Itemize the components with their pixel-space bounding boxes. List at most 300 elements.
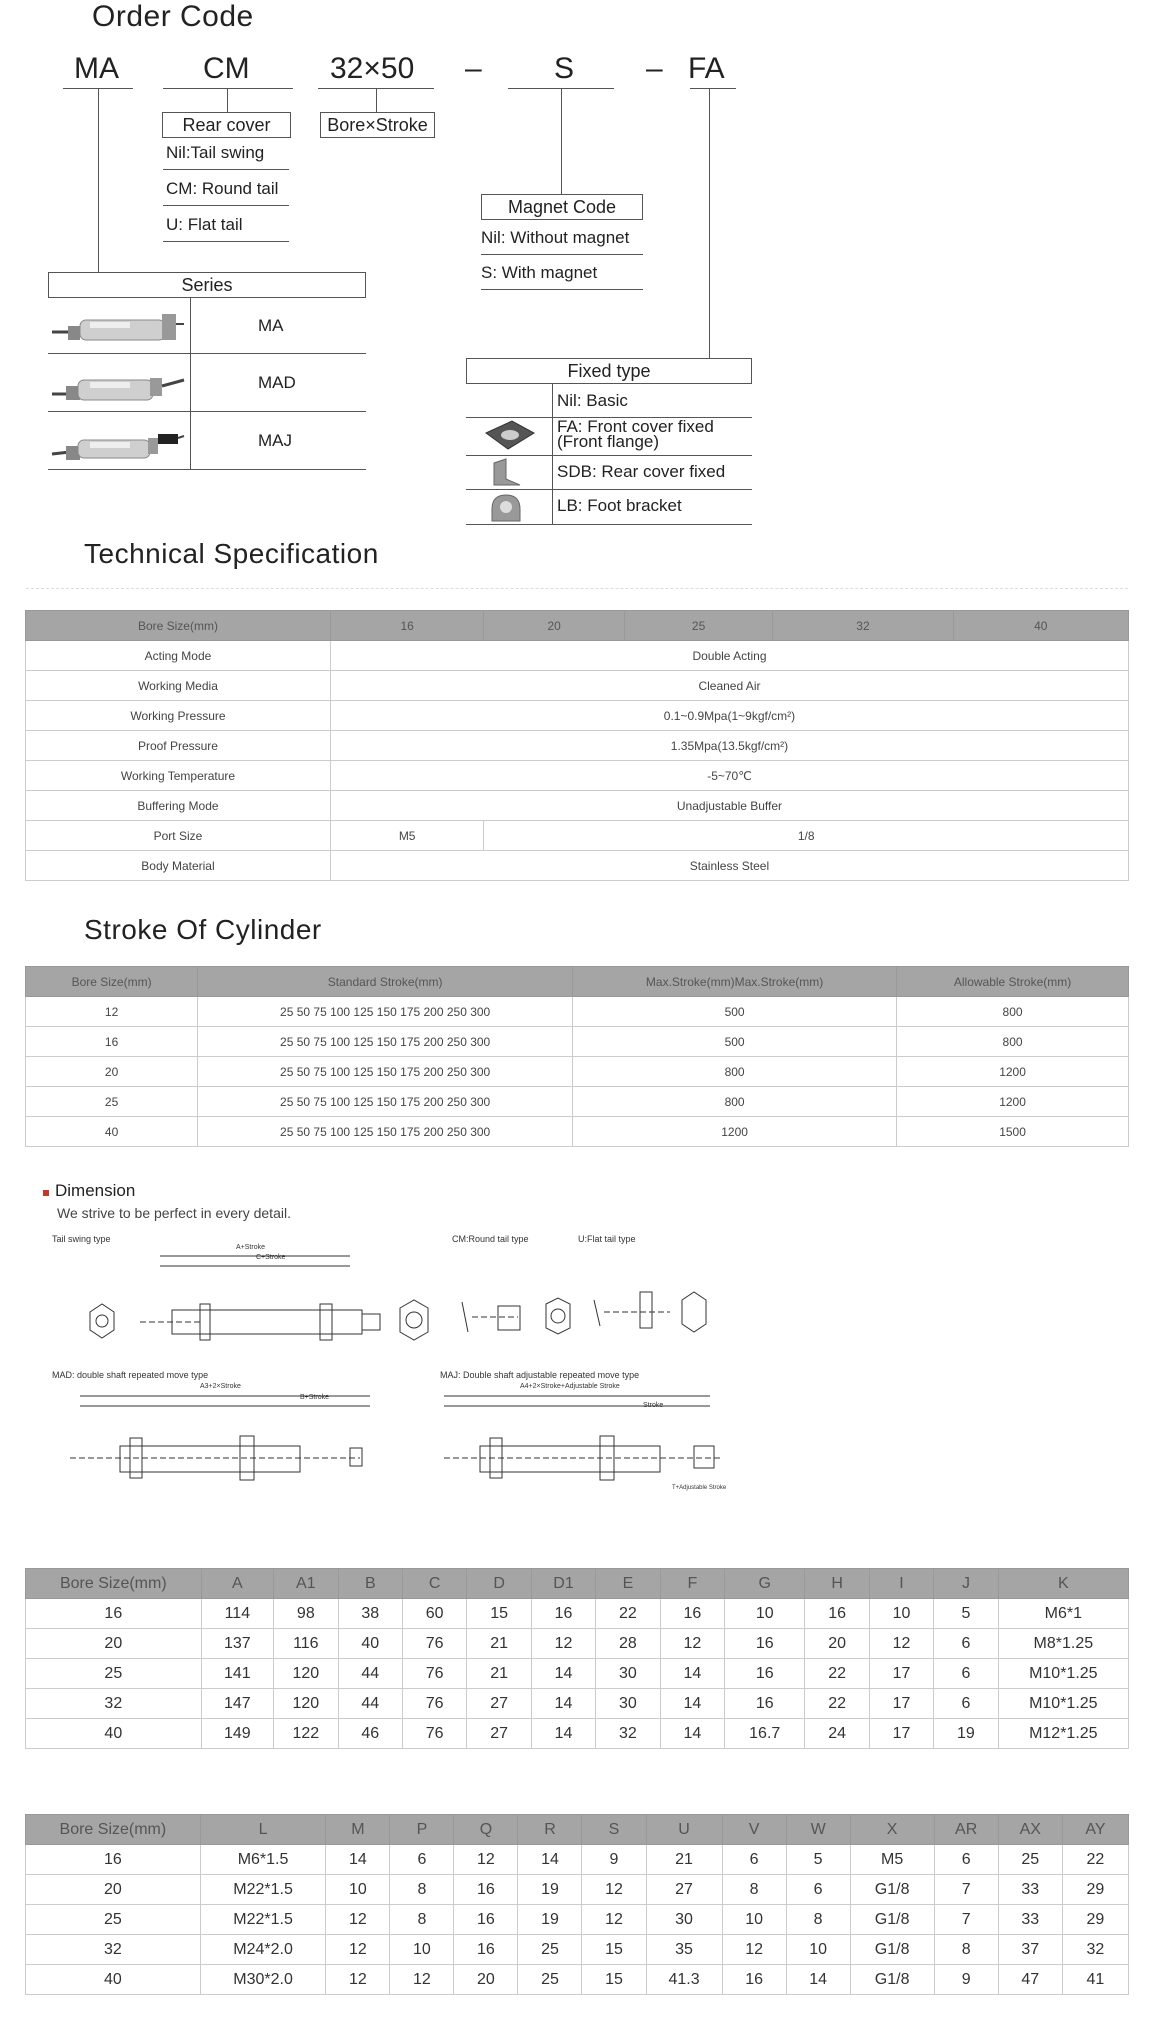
header-cell: D bbox=[467, 1569, 531, 1599]
cell: 8 bbox=[722, 1875, 786, 1905]
cell: 8 bbox=[390, 1875, 454, 1905]
caption-flat-tail: U:Flat tail type bbox=[578, 1234, 636, 1244]
header-cell: C bbox=[402, 1569, 466, 1599]
cell: 14 bbox=[660, 1659, 724, 1689]
cell: 32 bbox=[596, 1719, 660, 1749]
cell: 30 bbox=[646, 1905, 722, 1935]
rear-cover-item: U: Flat tail bbox=[166, 215, 243, 234]
cell: 12 bbox=[869, 1629, 933, 1659]
cell: 32 bbox=[26, 1689, 202, 1719]
header-cell: D1 bbox=[531, 1569, 595, 1599]
cell: 8 bbox=[786, 1905, 850, 1935]
cell: 16 bbox=[454, 1875, 518, 1905]
cell: 16 bbox=[660, 1599, 724, 1629]
cell: 5 bbox=[934, 1599, 998, 1629]
cell: 27 bbox=[467, 1719, 531, 1749]
cell: 10 bbox=[725, 1599, 805, 1629]
header-cell: 16 bbox=[330, 611, 483, 641]
fixed-item-fa-sub: (Front flange) bbox=[557, 432, 660, 451]
row-label: Proof Pressure bbox=[26, 731, 331, 761]
header-cell: Q bbox=[454, 1815, 518, 1845]
cell: 12 bbox=[582, 1875, 646, 1905]
cell: 25 50 75 100 125 150 175 200 250 300 bbox=[198, 1027, 573, 1057]
cell: 15 bbox=[582, 1965, 646, 1995]
cell: 1500 bbox=[897, 1117, 1129, 1147]
header-cell: AR bbox=[934, 1815, 998, 1845]
cell: 14 bbox=[518, 1845, 582, 1875]
cell: 149 bbox=[201, 1719, 273, 1749]
cell: 22 bbox=[1062, 1845, 1128, 1875]
cell: 22 bbox=[596, 1599, 660, 1629]
row-label: Buffering Mode bbox=[26, 791, 331, 821]
cell: 800 bbox=[573, 1087, 897, 1117]
series-item-ma: MA bbox=[258, 316, 284, 335]
header-cell: 40 bbox=[953, 611, 1128, 641]
cell: 20 bbox=[26, 1057, 198, 1087]
code-series: MA bbox=[74, 52, 119, 85]
fixed-item-lb: LB: Foot bracket bbox=[557, 496, 682, 515]
cell: 20 bbox=[454, 1965, 518, 1995]
label-a4-stroke: A4+2×Stroke+Adjustable Stroke bbox=[520, 1383, 620, 1390]
header-cell: Standard Stroke(mm) bbox=[198, 967, 573, 997]
table-header-row bbox=[26, 611, 1129, 641]
cell: 19 bbox=[518, 1905, 582, 1935]
cell: 6 bbox=[786, 1875, 850, 1905]
cell: 37 bbox=[998, 1935, 1062, 1965]
cell: 6 bbox=[390, 1845, 454, 1875]
cell: 44 bbox=[338, 1659, 402, 1689]
cell: 14 bbox=[531, 1719, 595, 1749]
code-bore: 32×50 bbox=[330, 52, 415, 85]
cell: 14 bbox=[326, 1845, 390, 1875]
cell: 20 bbox=[26, 1629, 202, 1659]
header-cell: Allowable Stroke(mm) bbox=[897, 967, 1129, 997]
cell: 500 bbox=[573, 1027, 897, 1057]
cell: 21 bbox=[467, 1629, 531, 1659]
cell: 76 bbox=[402, 1719, 466, 1749]
magnet-item: Nil: Without magnet bbox=[481, 228, 630, 247]
header-cell: J bbox=[934, 1569, 998, 1599]
header-cell: 25 bbox=[624, 611, 772, 641]
header-cell: K bbox=[998, 1569, 1128, 1599]
row-value: Stainless Steel bbox=[330, 851, 1128, 881]
cell: 21 bbox=[467, 1659, 531, 1689]
dimension-title: Dimension bbox=[55, 1181, 136, 1200]
label-a3-stroke: A3+2×Stroke bbox=[200, 1383, 241, 1390]
header-cell: Max.Stroke(mm)Max.Stroke(mm) bbox=[573, 967, 897, 997]
cell: 12 bbox=[326, 1905, 390, 1935]
cell: G1/8 bbox=[850, 1875, 934, 1905]
cell: 25 bbox=[26, 1087, 198, 1117]
cell: 17 bbox=[869, 1719, 933, 1749]
cell: M12*1.25 bbox=[998, 1719, 1128, 1749]
fixed-type-box: Fixed type bbox=[466, 358, 752, 384]
cell: 76 bbox=[402, 1629, 466, 1659]
cell: 12 bbox=[326, 1965, 390, 1995]
cell: 120 bbox=[274, 1689, 339, 1719]
caption-mad: MAD: double shaft repeated move type bbox=[52, 1370, 209, 1380]
table-row bbox=[26, 1629, 1129, 1659]
code-dash-1: – bbox=[465, 52, 482, 85]
cell: 20 bbox=[26, 1875, 201, 1905]
cell: M5 bbox=[850, 1845, 934, 1875]
header-cell: F bbox=[660, 1569, 724, 1599]
cell: 15 bbox=[467, 1599, 531, 1629]
cell: M30*2.0 bbox=[200, 1965, 326, 1995]
dimension-bullet-icon bbox=[43, 1190, 49, 1196]
table-row bbox=[26, 731, 1129, 761]
cell: 33 bbox=[998, 1875, 1062, 1905]
cell: 76 bbox=[402, 1689, 466, 1719]
cell: 25 bbox=[518, 1935, 582, 1965]
table-row bbox=[26, 1117, 1129, 1147]
table-row bbox=[26, 1087, 1129, 1117]
label-a-stroke: A+Stroke bbox=[236, 1244, 265, 1251]
cell: 141 bbox=[201, 1659, 273, 1689]
dimension-table-2 bbox=[25, 1814, 1129, 1995]
row-value: Double Acting bbox=[330, 641, 1128, 671]
cell: 41 bbox=[1062, 1965, 1128, 1995]
header-cell: V bbox=[722, 1815, 786, 1845]
cell: 16 bbox=[26, 1845, 201, 1875]
stroke-title: Stroke Of Cylinder bbox=[84, 914, 322, 945]
series-item-maj: MAJ bbox=[258, 431, 292, 450]
cell: 15 bbox=[582, 1935, 646, 1965]
table-row bbox=[26, 671, 1129, 701]
cell: 147 bbox=[201, 1689, 273, 1719]
rear-cover-item: CM: Round tail bbox=[166, 179, 279, 198]
row-label: Acting Mode bbox=[26, 641, 331, 671]
cell: 8 bbox=[934, 1935, 998, 1965]
caption-round-tail: CM:Round tail type bbox=[452, 1234, 529, 1244]
foot-bracket-icon bbox=[486, 491, 530, 523]
cell: 12 bbox=[454, 1845, 518, 1875]
drawing-mad bbox=[60, 1390, 380, 1505]
row-value: 1/8 bbox=[484, 821, 1129, 851]
cell: M24*2.0 bbox=[200, 1935, 326, 1965]
dimension-table-1 bbox=[25, 1568, 1129, 1749]
front-flange-icon bbox=[482, 419, 538, 453]
header-cell: U bbox=[646, 1815, 722, 1845]
cell: 1200 bbox=[573, 1117, 897, 1147]
cell: 114 bbox=[201, 1599, 273, 1629]
cell: 12 bbox=[582, 1905, 646, 1935]
table-row bbox=[26, 1659, 1129, 1689]
cell: 25 50 75 100 125 150 175 200 250 300 bbox=[198, 997, 573, 1027]
cell: 14 bbox=[660, 1689, 724, 1719]
cell: 6 bbox=[934, 1659, 998, 1689]
cell: 25 50 75 100 125 150 175 200 250 300 bbox=[198, 1117, 573, 1147]
cell: 14 bbox=[786, 1965, 850, 1995]
cell: 40 bbox=[26, 1965, 201, 1995]
table-row bbox=[26, 1905, 1129, 1935]
header-cell: Bore Size(mm) bbox=[26, 1815, 201, 1845]
header-cell: M bbox=[326, 1815, 390, 1845]
bore-stroke-box: Bore×Stroke bbox=[320, 112, 435, 138]
cell: 9 bbox=[582, 1845, 646, 1875]
cell: 800 bbox=[573, 1057, 897, 1087]
fixed-item-sdb: SDB: Rear cover fixed bbox=[557, 462, 726, 481]
cell: 38 bbox=[338, 1599, 402, 1629]
cell: 7 bbox=[934, 1875, 998, 1905]
cell: 116 bbox=[274, 1629, 339, 1659]
code-magnet: S bbox=[554, 52, 575, 85]
caption-maj: MAJ: Double shaft adjustable repeated move type bbox=[440, 1370, 640, 1380]
cell: 20 bbox=[805, 1629, 869, 1659]
cell: 60 bbox=[402, 1599, 466, 1629]
row-value: 1.35Mpa(13.5kgf/cm²) bbox=[330, 731, 1128, 761]
cell: M6*1.5 bbox=[200, 1845, 326, 1875]
header-cell: R bbox=[518, 1815, 582, 1845]
cell: 7 bbox=[934, 1905, 998, 1935]
row-value: -5~70℃ bbox=[330, 761, 1128, 791]
tech-spec-title: Technical Specification bbox=[84, 538, 379, 569]
cell: 27 bbox=[467, 1689, 531, 1719]
cell: G1/8 bbox=[850, 1935, 934, 1965]
cell: 10 bbox=[722, 1905, 786, 1935]
cell: 16 bbox=[454, 1935, 518, 1965]
row-value: Cleaned Air bbox=[330, 671, 1128, 701]
cell: 120 bbox=[274, 1659, 339, 1689]
cell: 32 bbox=[26, 1935, 201, 1965]
header-cell: B bbox=[338, 1569, 402, 1599]
header-cell: S bbox=[582, 1815, 646, 1845]
header-cell: H bbox=[805, 1569, 869, 1599]
cell: 14 bbox=[660, 1719, 724, 1749]
magnet-code-box: Magnet Code bbox=[481, 194, 643, 220]
rear-cover-bracket-icon bbox=[486, 457, 526, 487]
cell: 16 bbox=[805, 1599, 869, 1629]
cell: 16 bbox=[725, 1689, 805, 1719]
table-row bbox=[26, 1875, 1129, 1905]
table-row bbox=[26, 1935, 1129, 1965]
cell: M8*1.25 bbox=[998, 1629, 1128, 1659]
cell: 10 bbox=[869, 1599, 933, 1629]
cell: 800 bbox=[897, 997, 1129, 1027]
label-b-stroke: B+Stroke bbox=[300, 1394, 329, 1401]
cell: 10 bbox=[390, 1935, 454, 1965]
drawing-tail-swing bbox=[80, 1250, 440, 1360]
row-label: Port Size bbox=[26, 821, 331, 851]
cell: 9 bbox=[934, 1965, 998, 1995]
header-cell: L bbox=[200, 1815, 326, 1845]
cell: 29 bbox=[1062, 1875, 1128, 1905]
table-row bbox=[26, 851, 1129, 881]
cell: 12 bbox=[326, 1935, 390, 1965]
header-cell: X bbox=[850, 1815, 934, 1845]
cell: 40 bbox=[338, 1629, 402, 1659]
drawing-maj bbox=[440, 1390, 740, 1505]
cell: 28 bbox=[596, 1629, 660, 1659]
cell: 17 bbox=[869, 1689, 933, 1719]
drawing-flat-tail bbox=[590, 1270, 720, 1350]
header-cell: AX bbox=[998, 1815, 1062, 1845]
table-row bbox=[26, 641, 1129, 671]
dimension-subtitle: We strive to be perfect in every detail. bbox=[57, 1205, 291, 1221]
cell: 16 bbox=[26, 1027, 198, 1057]
magnet-item: S: With magnet bbox=[481, 263, 598, 282]
cell: G1/8 bbox=[850, 1965, 934, 1995]
cell: G1/8 bbox=[850, 1905, 934, 1935]
header-cell: E bbox=[596, 1569, 660, 1599]
table-row bbox=[26, 997, 1129, 1027]
cell: 17 bbox=[869, 1659, 933, 1689]
cell: 16.7 bbox=[725, 1719, 805, 1749]
header-cell: A1 bbox=[274, 1569, 339, 1599]
row-label: Body Material bbox=[26, 851, 331, 881]
cell: 10 bbox=[786, 1935, 850, 1965]
cell: 1200 bbox=[897, 1087, 1129, 1117]
row-label: Working Temperature bbox=[26, 761, 331, 791]
row-value: M5 bbox=[330, 821, 483, 851]
label-c-stroke: C+Stroke bbox=[256, 1254, 286, 1261]
cell: 137 bbox=[201, 1629, 273, 1659]
row-label: Working Pressure bbox=[26, 701, 331, 731]
cylinder-ma-image bbox=[50, 302, 185, 350]
cell: 800 bbox=[897, 1027, 1129, 1057]
cylinder-maj-image bbox=[50, 418, 185, 466]
code-fixed: FA bbox=[688, 52, 725, 85]
cell: 16 bbox=[531, 1599, 595, 1629]
cell: 16 bbox=[725, 1629, 805, 1659]
cell: 30 bbox=[596, 1659, 660, 1689]
table-row bbox=[26, 821, 1129, 851]
table-row bbox=[26, 1965, 1129, 1995]
cell: 16 bbox=[725, 1659, 805, 1689]
cell: 12 bbox=[531, 1629, 595, 1659]
cell: 500 bbox=[573, 997, 897, 1027]
cell: 19 bbox=[934, 1719, 998, 1749]
cell: 6 bbox=[722, 1845, 786, 1875]
cell: 19 bbox=[518, 1875, 582, 1905]
table-row bbox=[26, 701, 1129, 731]
cell: 40 bbox=[26, 1719, 202, 1749]
cell: 5 bbox=[786, 1845, 850, 1875]
cell: 14 bbox=[531, 1659, 595, 1689]
header-cell: 32 bbox=[773, 611, 953, 641]
cell: 25 bbox=[518, 1965, 582, 1995]
table-header-row bbox=[26, 1815, 1129, 1845]
header-cell: A bbox=[201, 1569, 273, 1599]
cell: 33 bbox=[998, 1905, 1062, 1935]
row-label: Working Media bbox=[26, 671, 331, 701]
label-stroke: Stroke bbox=[643, 1402, 664, 1409]
cell: 25 bbox=[26, 1905, 201, 1935]
table-row bbox=[26, 1689, 1129, 1719]
cell: 25 bbox=[998, 1845, 1062, 1875]
cell: 6 bbox=[934, 1845, 998, 1875]
cell: 6 bbox=[934, 1629, 998, 1659]
header-cell: P bbox=[390, 1815, 454, 1845]
label-t-adjustable: T+Adjustable Stroke bbox=[672, 1485, 727, 1491]
cell: 44 bbox=[338, 1689, 402, 1719]
cell: 22 bbox=[805, 1659, 869, 1689]
cell: 27 bbox=[646, 1875, 722, 1905]
order-code-title: Order Code bbox=[92, 0, 254, 33]
cell: 25 bbox=[26, 1659, 202, 1689]
cell: 12 bbox=[722, 1935, 786, 1965]
cell: M22*1.5 bbox=[200, 1875, 326, 1905]
caption-tail-swing: Tail swing type bbox=[52, 1234, 111, 1244]
cell: M22*1.5 bbox=[200, 1905, 326, 1935]
header-cell: 20 bbox=[484, 611, 624, 641]
cell: M10*1.25 bbox=[998, 1659, 1128, 1689]
cell: 12 bbox=[660, 1629, 724, 1659]
cell: 32 bbox=[1062, 1935, 1128, 1965]
header-cell: W bbox=[786, 1815, 850, 1845]
cell: 12 bbox=[26, 997, 198, 1027]
table-header-row bbox=[26, 1569, 1129, 1599]
cell: 47 bbox=[998, 1965, 1062, 1995]
cell: 21 bbox=[646, 1845, 722, 1875]
cell: 6 bbox=[934, 1689, 998, 1719]
rear-cover-item: Nil:Tail swing bbox=[166, 143, 265, 162]
tech-spec-table bbox=[25, 610, 1129, 881]
header-cell: Bore Size(mm) bbox=[26, 611, 331, 641]
row-value: Unadjustable Buffer bbox=[330, 791, 1128, 821]
cylinder-mad-image bbox=[50, 360, 185, 408]
table-row bbox=[26, 1719, 1129, 1749]
cell: 16 bbox=[26, 1599, 202, 1629]
cell: 35 bbox=[646, 1935, 722, 1965]
drawing-round-tail bbox=[458, 1282, 578, 1352]
cell: 122 bbox=[274, 1719, 339, 1749]
cell: 10 bbox=[326, 1875, 390, 1905]
cell: 25 50 75 100 125 150 175 200 250 300 bbox=[198, 1087, 573, 1117]
header-cell: G bbox=[725, 1569, 805, 1599]
cell: 24 bbox=[805, 1719, 869, 1749]
cell: 30 bbox=[596, 1689, 660, 1719]
cell: 16 bbox=[454, 1905, 518, 1935]
table-row bbox=[26, 1027, 1129, 1057]
fixed-item-fa: FA: Front cover fixed bbox=[557, 417, 714, 436]
header-cell: Bore Size(mm) bbox=[26, 967, 198, 997]
cell: M6*1 bbox=[998, 1599, 1128, 1629]
cell: 29 bbox=[1062, 1905, 1128, 1935]
cell: 12 bbox=[390, 1965, 454, 1995]
table-row bbox=[26, 1845, 1129, 1875]
table-row bbox=[26, 761, 1129, 791]
cell: 98 bbox=[274, 1599, 339, 1629]
cell: 16 bbox=[722, 1965, 786, 1995]
cell: 46 bbox=[338, 1719, 402, 1749]
fixed-item-basic: Nil: Basic bbox=[557, 391, 628, 410]
cell: 41.3 bbox=[646, 1965, 722, 1995]
header-cell: Bore Size(mm) bbox=[26, 1569, 202, 1599]
cell: 8 bbox=[390, 1905, 454, 1935]
code-rear: CM bbox=[203, 52, 250, 85]
header-cell: I bbox=[869, 1569, 933, 1599]
cell: 22 bbox=[805, 1689, 869, 1719]
table-header-row bbox=[26, 967, 1129, 997]
cell: 1200 bbox=[897, 1057, 1129, 1087]
row-value: 0.1~0.9Mpa(1~9kgf/cm²) bbox=[330, 701, 1128, 731]
header-cell: AY bbox=[1062, 1815, 1128, 1845]
cell: 14 bbox=[531, 1689, 595, 1719]
series-item-mad: MAD bbox=[258, 373, 296, 392]
cell: M10*1.25 bbox=[998, 1689, 1128, 1719]
cell: 25 50 75 100 125 150 175 200 250 300 bbox=[198, 1057, 573, 1087]
rear-cover-box: Rear cover bbox=[162, 112, 291, 138]
series-box: Series bbox=[48, 272, 366, 298]
table-row bbox=[26, 1057, 1129, 1087]
stroke-table bbox=[25, 966, 1129, 1147]
code-dash-2: – bbox=[646, 52, 663, 85]
table-row bbox=[26, 1599, 1129, 1629]
cell: 76 bbox=[402, 1659, 466, 1689]
cell: 40 bbox=[26, 1117, 198, 1147]
table-row bbox=[26, 791, 1129, 821]
